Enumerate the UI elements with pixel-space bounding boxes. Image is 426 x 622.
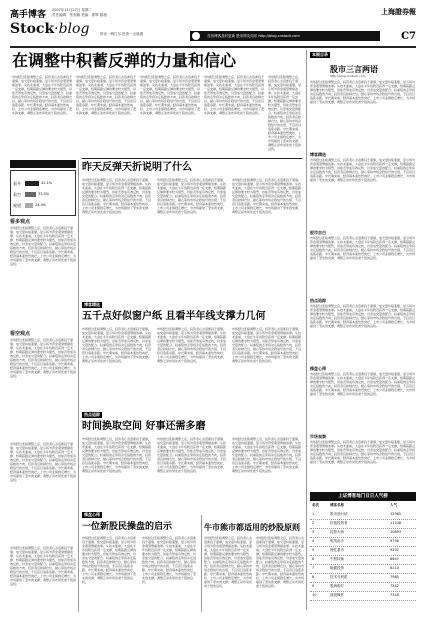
ranking-name[interactable]: 价值投资者 (330, 521, 348, 525)
ranking-score: 9756 (390, 539, 399, 543)
ranking-rank: 6 (312, 557, 315, 561)
brand-suffix: blog (58, 21, 90, 37)
article-4-tag: 操盘心得 (84, 512, 100, 517)
ranking-col-rank: 名次 (312, 503, 319, 507)
article-4-col-1: 市场经过连续调整之后，投资者心态逐渐趋于谨慎，成交量持续萎缩，显示场外资金观望情绪浓厚。从技术面看，大盘在半年线附近获得一定支撑，短期超跌反弹的要求较为强烈，但能否形成有效反转，仍需成交量的配合。权重股的走势将决定指数的方向，投资者宜控制仓位，耐心等待市场企稳信号的出现，不宜盲目追涨杀跌。中长期来看，经济基本面依然向好，上市公司业绩稳定增长，为市场提供了坚实的支撑，调整正是布局优质个股的良机。 (82, 536, 137, 584)
ranking-rank: 3 (312, 530, 315, 534)
survey-row (13, 190, 73, 199)
right-section-label: 本期目录 (312, 52, 328, 57)
ranking-rank: 2 (312, 521, 315, 525)
ranking-score: 7985 (390, 575, 399, 579)
article-5-col-1: 市场经过连续调整之后，投资者心态逐渐趋于谨慎，成交量持续萎缩，显示场外资金观望情绪浓厚。从技术面看，大盘在半年线附近获得一定支撑，短期超跌反弹的要求较为强烈，但能否形成有效反转，仍需成交量的配合。权重股的走势将决定指数的方向，投资者宜控制仓位，耐心等待市场企稳信号的出现，不宜盲目追涨杀跌。中长期来看，经济基本面依然向好，上市公司业绩稳定增长，为市场提供了坚实的支撑，调整正是布局优质个股的良机。 (204, 536, 252, 588)
page-number: C7 (401, 31, 416, 42)
ranking-score: 10893 (390, 530, 402, 534)
left-divider (78, 160, 79, 612)
survey-bars (13, 179, 73, 213)
banner-logo-icon (192, 32, 200, 40)
survey-value: 33.5% (38, 192, 50, 196)
ranking-box (310, 492, 416, 612)
right-url[interactable]: http://blog.cnstock.com (330, 74, 366, 78)
survey-label: 看多 (13, 181, 21, 186)
survey-label: 看空 (13, 192, 21, 197)
ranking-name[interactable]: 短线高手 (330, 539, 344, 543)
intro-col-2: 市场经过连续调整之后，投资者心态逐渐趋于谨慎，成交量持续萎缩，显示场外资金观望情绪浓厚。从技术面看，大盘在半年线附近获得一定支撑，短期超跌反弹的要求较为强烈，但能否形成有效反转，仍需成交量的配合。权重股的走势将决定指数的方向，投资者宜控制仓位，耐心等待市场企稳信号的出现，不宜盲目追涨杀跌。中长期来看，经济基本面依然向好，上市公司业绩稳定增长，为市场提供了坚实的支撑，调整正是布局优质个股的良机。 (76, 75, 136, 115)
right-subhead-5: 市场观察 (310, 434, 326, 439)
sidebar-text-4: 市场经过连续调整之后，投资者心态逐渐趋于谨慎，成交量持续萎缩，显示场外资金观望情绪浓厚。从技术面看，大盘在半年线附近获得一定支撑，短期超跌反弹的要求较为强烈，但能否形成有效反转，仍需成交量的配合。权重股的走势将决定指数的方向，投资者宜控制仓位，耐心等待市场企稳信号的出现，不宜盲目追涨杀跌。中长期来看，经济基本面依然向好，上市公司业绩稳定增长，为市场提供了坚实的支撑，调整正是布局优质个股的良机。 (10, 546, 76, 586)
article-1-rule (82, 158, 302, 159)
right-divider (306, 50, 307, 610)
article-1-col-1: 市场经过连续调整之后，投资者心态逐渐趋于谨慎，成交量持续萎缩，显示场外资金观望情绪浓厚。从技术面看，大盘在半年线附近获得一定支撑，短期超跌反弹的要求较为强烈，但能否形成有效反转，仍需成交量的配合。权重股的走势将决定指数的方向，投资者宜控制仓位，耐心等待市场企稳信号的出现，不宜盲目追涨杀跌。中长期来看，经济基本面依然向好，上市公司业绩稳定增长，为市场提供了坚实的支撑，调整正是布局优质个股的良机。 (82, 178, 152, 214)
ranking-score: 8210 (390, 566, 399, 570)
ranking-name[interactable]: 牛熊转换 (330, 557, 344, 561)
ranking-rank: 7 (312, 566, 315, 570)
article-2-headline: 五千点好似窗户纸 且看半年线支撑力几何 (82, 311, 266, 322)
ranking-name[interactable]: 股市独行侠 (330, 512, 348, 516)
masthead (10, 7, 416, 45)
article-4-col-2: 市场经过连续调整之后，投资者心态逐渐趋于谨慎，成交量持续萎缩，显示场外资金观望情绪浓厚。从技术面看，大盘在半年线附近获得一定支撑，短期超跌反弹的要求较为强烈，但能否形成有效反转，仍需成交量的配合。权重股的走势将决定指数的方向，投资者宜控制仓位，耐心等待市场企稳信号的出现，不宜盲目追涨杀跌。中长期来看，经济基本面依然向好，上市公司业绩稳定增长，为市场提供了坚实的支撑，调整正是布局优质个股的良机。 (142, 536, 197, 584)
ranking-score: 11248 (390, 521, 402, 525)
article-3-headline: 时间换取空间 好事还需多磨 (82, 421, 206, 432)
survey-row (13, 179, 73, 188)
ranking-rank: 4 (312, 539, 315, 543)
intro-col-3: 市场经过连续调整之后，投资者心态逐渐趋于谨慎，成交量持续萎缩，显示场外资金观望情绪浓厚。从技术面看，大盘在半年线附近获得一定支撑，短期超跌反弹的要求较为强烈，但能否形成有效反转，仍需成交量的配合。权重股的走势将决定指数的方向，投资者宜控制仓位，耐心等待市场企稳信号的出现，不宜盲目追涨杀跌。中长期来看，经济基本面依然向好，上市公司业绩稳定增长，为市场提供了坚实的支撑，调整正是布局优质个股的良机。 (140, 75, 200, 115)
right-text-1: 市场经过连续调整之后，投资者心态逐渐趋于谨慎，成交量持续萎缩，显示场外资金观望情绪浓厚。从技术面看，大盘在半年线附近获得一定支撑，短期超跌反弹的要求较为强烈，但能否形成有效反转，仍需成交量的配合。权重股的走势将决定指数的方向，投资者宜控制仓位，耐心等待市场企稳信号的出现，不宜盲目追涨杀跌。中长期来看，经济基本面依然向好，上市公司业绩稳定增长，为市场提供了坚实的支撑，调整正是布局优质个股的良机。 (310, 80, 416, 104)
ranking-name[interactable]: 技术分析派 (330, 575, 348, 579)
survey-bar (25, 192, 36, 197)
survey-value: 42.1% (41, 181, 53, 185)
brand-dot: · (54, 21, 59, 37)
poll-title: 看多观点 (10, 219, 31, 225)
ranking-score: 8847 (390, 557, 399, 561)
ranking-name[interactable]: 稳健投资 (330, 566, 344, 570)
ranking-rank: 9 (312, 584, 315, 588)
ranking-col-name: 博客名称 (330, 503, 344, 507)
brand-prefix: Stock (10, 21, 55, 37)
ranking-name[interactable]: 股海明灯 (330, 584, 344, 588)
article-3-col-3: 市场经过连续调整之后，投资者心态逐渐趋于谨慎，成交量持续萎缩，显示场外资金观望情绪浓厚。从技术面看，大盘在半年线附近获得一定支撑，短期超跌反弹的要求较为强烈，但能否形成有效反转，仍需成交量的配合。权重股的走势将决定指数的方向，投资者宜控制仓位，耐心等待市场企稳信号的出现，不宜盲目追涨杀跌。中长期来看，经济基本面依然向好，上市公司业绩稳定增长，为市场提供了坚实的支撑，调整正是布局优质个股的良机。 (232, 437, 302, 473)
sidebar-text-3: 市场经过连续调整之后，投资者心态逐渐趋于谨慎，成交量持续萎缩，显示场外资金观望情绪浓厚。从技术面看，大盘在半年线附近获得一定支撑，短期超跌反弹的要求较为强烈，但能否形成有效反转，仍需成交量的配合。权重股的走势将决定指数的方向，投资者宜控制仓位，耐心等待市场企稳信号的出现，不宜盲目追涨杀跌。中长期来看，经济基本面依然向好，上市公司业绩稳定增长，为市场提供了坚实的支撑，调整正是布局优质个股的良机。 (10, 442, 76, 482)
survey-label: 观望 (13, 203, 21, 208)
ranking-rank: 8 (312, 575, 315, 579)
article-2-col-1: 市场经过连续调整之后，投资者心态逐渐趋于谨慎，成交量持续萎缩，显示场外资金观望情绪浓厚。从技术面看，大盘在半年线附近获得一定支撑，短期超跌反弹的要求较为强烈，但能否形成有效反转，仍需成交量的配合。权重股的走势将决定指数的方向，投资者宜控制仓位，耐心等待市场企稳信号的出现，不宜盲目追涨杀跌。中长期来看，经济基本面依然向好，上市公司业绩稳定增长，为市场提供了坚实的支撑，调整正是布局优质个股的良机。 (82, 327, 152, 363)
ranking-col-score: 人气 (390, 503, 397, 507)
article-2-tag: 博客精选 (84, 302, 100, 307)
intro-col-4: 市场经过连续调整之后，投资者心态逐渐趋于谨慎，成交量持续萎缩，显示场外资金观望情绪浓厚。从技术面看，大盘在半年线附近获得一定支撑，短期超跌反弹的要求较为强烈，但能否形成有效反转，仍需成交量的配合。权重股的走势将决定指数的方向，投资者宜控制仓位，耐心等待市场企稳信号的出现，不宜盲目追涨杀跌。中长期来看，经济基本面依然向好，上市公司业绩稳定增长，为市场提供了坚实的支撑，调整正是布局优质个股的良机。 (204, 75, 264, 115)
article-5-headline: 牛市熊市都适用的炒股原则 (204, 522, 300, 532)
table-row (310, 591, 416, 601)
right-subhead-2: 股市自白 (310, 230, 326, 235)
article-2-col-3: 市场经过连续调整之后，投资者心态逐渐趋于谨慎，成交量持续萎缩，显示场外资金观望情绪浓厚。从技术面看，大盘在半年线附近获得一定支撑，短期超跌反弹的要求较为强烈，但能否形成有效反转，仍需成交量的配合。权重股的走势将决定指数的方向，投资者宜控制仓位，耐心等待市场企稳信号的出现，不宜盲目追涨杀跌。中长期来看，经济基本面依然向好，上市公司业绩稳定增长，为市场提供了坚实的支撑，调整正是布局优质个股的良机。 (232, 327, 302, 363)
ranking-header (310, 503, 416, 509)
article-3-col-2: 市场经过连续调整之后，投资者心态逐渐趋于谨慎，成交量持续萎缩，显示场外资金观望情绪浓厚。从技术面看，大盘在半年线附近获得一定支撑，短期超跌反弹的要求较为强烈，但能否形成有效反转，仍需成交量的配合。权重股的走势将决定指数的方向，投资者宜控制仓位，耐心等待市场企稳信号的出现，不宜盲目追涨杀跌。中长期来看，经济基本面依然向好，上市公司业绩稳定增长，为市场提供了坚实的支撑，调整正是布局优质个股的良机。 (157, 437, 227, 473)
right-text-2: 市场经过连续调整之后，投资者心态逐渐趋于谨慎，成交量持续萎缩，显示场外资金观望情绪浓厚。从技术面看，大盘在半年线附近获得一定支撑，短期超跌反弹的要求较为强烈，但能否形成有效反转，仍需成交量的配合。权重股的走势将决定指数的方向，投资者宜控制仓位，耐心等待市场企稳信号的出现，不宜盲目追涨杀跌。中长期来看，经济基本面依然向好，上市公司业绩稳定增长，为市场提供了坚实的支撑，调整正是布局优质个股的良机。 (310, 158, 416, 182)
sidebar-text-2: 市场经过连续调整之后，投资者心态逐渐趋于谨慎，成交量持续萎缩，显示场外资金观望情绪浓厚。从技术面看，大盘在半年线附近获得一定支撑，短期超跌反弹的要求较为强烈，但能否形成有效反转，仍需成交量的配合。权重股的走势将决定指数的方向，投资者宜控制仓位，耐心等待市场企稳信号的出现，不宜盲目追涨杀跌。中长期来看，经济基本面依然向好，上市公司业绩稳定增长，为市场提供了坚实的支撑，调整正是布局优质个股的良机。 (10, 338, 76, 378)
editor-line: 责任编辑：张有鹏 美编：郭辉 邮箱： (52, 13, 111, 17)
ranking-name[interactable]: 波段操作 (330, 593, 344, 597)
brand-logo (10, 21, 89, 37)
article-3-col-1: 市场经过连续调整之后，投资者心态逐渐趋于谨慎，成交量持续萎缩，显示场外资金观望情绪浓厚。从技术面看，大盘在半年线附近获得一定支撑，短期超跌反弹的要求较为强烈，但能否形成有效反转，仍需成交量的配合。权重股的走势将决定指数的方向，投资者宜控制仓位，耐心等待市场企稳信号的出现，不宜盲目追涨杀跌。中长期来看，经济基本面依然向好，上市公司业绩稳定增长，为市场提供了坚实的支撑，调整正是布局优质个股的良机。 (82, 437, 152, 473)
article-2-col-2: 市场经过连续调整之后，投资者心态逐渐趋于谨慎，成交量持续萎缩，显示场外资金观望情绪浓厚。从技术面看，大盘在半年线附近获得一定支撑，短期超跌反弹的要求较为强烈，但能否形成有效反转，仍需成交量的配合。权重股的走势将决定指数的方向，投资者宜控制仓位，耐心等待市场企稳信号的出现，不宜盲目追涨杀跌。中长期来看，经济基本面依然向好，上市公司业绩稳定增长，为市场提供了坚实的支撑，调整正是布局优质个股的良机。 (157, 327, 227, 363)
right-subhead-3: 热点追踪 (310, 298, 326, 303)
date-line: 2007年11月27日 星期二 (52, 8, 92, 12)
right-subhead-1: 博客精选 (310, 152, 326, 157)
intro-col-1: 市场经过连续调整之后，投资者心态逐渐趋于谨慎，成交量持续萎缩，显示场外资金观望情绪浓厚。从技术面看，大盘在半年线附近获得一定支撑，短期超跌反弹的要求较为强烈，但能否形成有效反转，仍需成交量的配合。权重股的走势将决定指数的方向，投资者宜控制仓位，耐心等待市场企稳信号的出现，不宜盲目追涨杀跌。中长期来看，经济基本面依然向好，上市公司业绩稳定增长，为市场提供了坚实的支撑，调整正是布局优质个股的良机。 (12, 75, 72, 115)
article-4-headline: 一位新股民操盘的启示 (82, 522, 173, 532)
right-text-5: 市场经过连续调整之后，投资者心态逐渐趋于谨慎，成交量持续萎缩，显示场外资金观望情绪浓厚。从技术面看，大盘在半年线附近获得一定支撑，短期超跌反弹的要求较为强烈，但能否形成有效反转，仍需成交量的配合。权重股的走势将决定指数的方向，投资者宜控制仓位，耐心等待市场企稳信号的出现，不宜盲目追涨杀跌。中长期来看，经济基本面依然向好，上市公司业绩稳定增长，为市场提供了坚实的支撑，调整正是布局优质个股的良机。 (310, 372, 416, 396)
survey-value: 24.4% (35, 203, 47, 207)
right-text-6: 市场经过连续调整之后，投资者心态逐渐趋于谨慎，成交量持续萎缩，显示场外资金观望情绪浓厚。从技术面看，大盘在半年线附近获得一定支撑，短期超跌反弹的要求较为强烈，但能否形成有效反转，仍需成交量的配合。权重股的走势将决定指数的方向，投资者宜控制仓位，耐心等待市场企稳信号的出现，不宜盲目追涨杀跌。中长期来看，经济基本面依然向好，上市公司业绩稳定增长，为市场提供了坚实的支撑，调整正是布局优质个股的良机。 (310, 440, 416, 464)
paper-name: 上海證券報 (381, 7, 416, 16)
ranking-name[interactable]: 趋势大师 (330, 530, 344, 534)
ranking-score: 7542 (390, 584, 399, 588)
right-subhead-4: 操盘心得 (310, 366, 326, 371)
right-column-title: 股市三言两语 (330, 64, 378, 74)
main-headline: 在调整中积蓄反弹的力量和信心 (12, 51, 237, 70)
right-column (310, 52, 416, 552)
ad-line: 在线博客及时更新 股市网友同乐 http://blog.cnstock.com (207, 34, 300, 38)
sidebar-title-bar (10, 160, 76, 177)
ranking-name[interactable]: 理性看市 (330, 548, 344, 552)
ranking-score: 9102 (390, 548, 399, 552)
ranking-score: 7318 (390, 593, 399, 597)
sidebar-title: 多空对决 (12, 172, 30, 177)
ranking-rank: 1 (312, 512, 315, 516)
article-5-col-2: 市场经过连续调整之后，投资者心态逐渐趋于谨慎，成交量持续萎缩，显示场外资金观望情绪浓厚。从技术面看，大盘在半年线附近获得一定支撑，短期超跌反弹的要求较为强烈，但能否形成有效反转，仍需成交量的配合。权重股的走势将决定指数的方向，投资者宜控制仓位，耐心等待市场企稳信号的出现，不宜盲目追涨杀跌。中长期来看，经济基本面依然向好，上市公司业绩稳定增长，为市场提供了坚实的支撑，调整正是布局优质个股的良机。 (256, 536, 304, 588)
article-1-col-3: 市场经过连续调整之后，投资者心态逐渐趋于谨慎，成交量持续萎缩，显示场外资金观望情绪浓厚。从技术面看，大盘在半年线附近获得一定支撑，短期超跌反弹的要求较为强烈，但能否形成有效反转，仍需成交量的配合。权重股的走势将决定指数的方向，投资者宜控制仓位，耐心等待市场企稳信号的出现，不宜盲目追涨杀跌。中长期来看，经济基本面依然向好，上市公司业绩稳定增长，为市场提供了坚实的支撑，调整正是布局优质个股的良机。 (232, 178, 302, 214)
bottom-divider (201, 515, 202, 612)
article-1-col-2: 市场经过连续调整之后，投资者心态逐渐趋于谨慎，成交量持续萎缩，显示场外资金观望情绪浓厚。从技术面看，大盘在半年线附近获得一定支撑，短期超跌反弹的要求较为强烈，但能否形成有效反转，仍需成交量的配合。权重股的走势将决定指数的方向，投资者宜控制仓位，耐心等待市场企稳信号的出现，不宜盲目追涨杀跌。中长期来看，经济基本面依然向好，上市公司业绩稳定增长，为市场提供了坚实的支撑，调整正是布局优质个股的良机。 (157, 178, 227, 214)
left-sidebar (10, 160, 76, 612)
ranking-title: 上证博客地门日日人气榜 (310, 492, 416, 501)
masthead-rule (10, 46, 416, 48)
sidebar-text-1: 市场经过连续调整之后，投资者心态逐渐趋于谨慎，成交量持续萎缩，显示场外资金观望情绪浓厚。从技术面看，大盘在半年线附近获得一定支撑，短期超跌反弹的要求较为强烈，但能否形成有效反转，仍需成交量的配合。权重股的走势将决定指数的方向，投资者宜控制仓位，耐心等待市场企稳信号的出现，不宜盲目追涨杀跌。中长期来看，经济基本面依然向好，上市公司业绩稳定增长，为市场提供了坚实的支撑，调整正是布局优质个股的良机。 (10, 226, 76, 266)
right-text-4: 市场经过连续调整之后，投资者心态逐渐趋于谨慎，成交量持续萎缩，显示场外资金观望情绪浓厚。从技术面看，大盘在半年线附近获得一定支撑，短期超跌反弹的要求较为强烈，但能否形成有效反转，仍需成交量的配合。权重股的走势将决定指数的方向，投资者宜控制仓位，耐心等待市场企稳信号的出现，不宜盲目追涨杀跌。中长期来看，经济基本面依然向好，上市公司业绩稳定增长，为市场提供了坚实的支撑，调整正是布局优质个股的良机。 (310, 304, 416, 328)
poll-title-2: 看空观点 (10, 331, 31, 337)
column-name: 高手博客 (10, 10, 47, 20)
right-text-3: 市场经过连续调整之后，投资者心态逐渐趋于谨慎，成交量持续萎缩，显示场外资金观望情绪浓厚。从技术面看，大盘在半年线附近获得一定支撑，短期超跌反弹的要求较为强烈，但能否形成有效反转，仍需成交量的配合。权重股的走势将决定指数的方向，投资者宜控制仓位，耐心等待市场企稳信号的出现，不宜盲目追涨杀跌。中长期来看，经济基本面依然向好，上市公司业绩稳定增长，为市场提供了坚实的支撑，调整正是布局优质个股的良机。 (310, 236, 416, 260)
survey-bar (25, 181, 39, 186)
survey-bar (25, 203, 33, 208)
ad-banner (190, 31, 380, 41)
ranking-rank: 5 (312, 548, 315, 552)
ranking-rank: 10 (312, 593, 317, 597)
article-3-tag: 热点追踪 (84, 412, 100, 417)
survey-row (13, 201, 73, 210)
banner-caption: 资讯一网打尽 投资一点就通 (100, 32, 144, 36)
ranking-score: 12365 (390, 512, 402, 516)
survey-box (10, 170, 76, 216)
article-1-headline: 昨天反弹天折说明了什么 (82, 162, 192, 173)
intro-col-5: 市场经过连续调整之后，投资者心态逐渐趋于谨慎，成交量持续萎缩，显示场外资金观望情绪浓厚。从技术面看，大盘在半年线附近获得一定支撑，短期超跌反弹的要求较为强烈，但能否形成有效反转，仍需成交量的配合。权重股的走势将决定指数的方向，投资者宜控制仓位，耐心等待市场企稳信号的出现，不宜盲目追涨杀跌。中长期来看，经济基本面依然向好，上市公司业绩稳定增长，为市场提供了坚实的支撑，调整正是布局优质个股的良机。 (268, 75, 302, 151)
